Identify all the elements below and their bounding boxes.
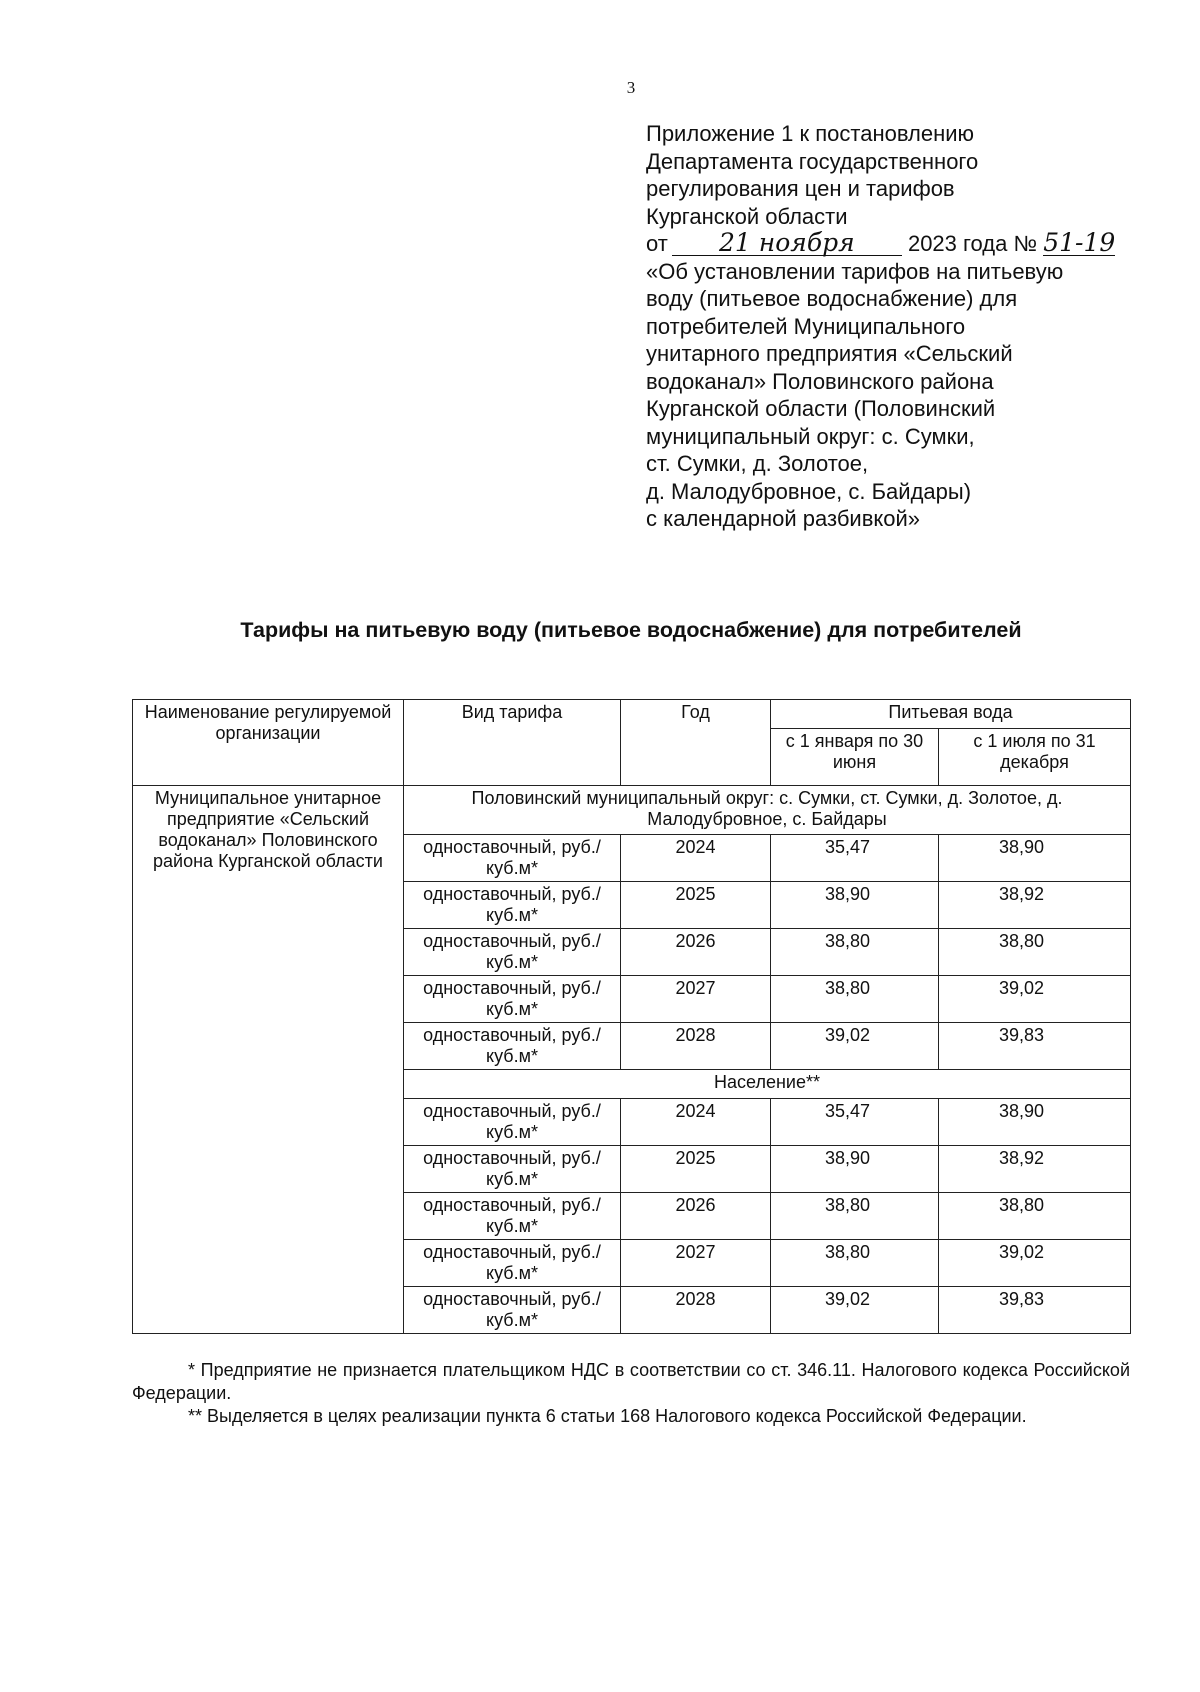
tariff-type-cell: одноставочный, руб./куб.м* <box>404 1146 621 1193</box>
tariff-type-cell: одноставочный, руб./куб.м* <box>404 976 621 1023</box>
appendix-line: воду (питьевое водоснабжение) для <box>646 286 1018 311</box>
half2-value: 38,92 <box>939 882 1131 929</box>
organization-name: Муниципальное унитарное предприятие «Сельский водоканал» Половинского района Курганской области <box>133 786 404 1334</box>
handwritten-date: 21 ноября <box>672 231 902 256</box>
half1-value: 38,80 <box>771 976 939 1023</box>
appendix-line: ст. Сумки, д. Золотое, <box>646 451 869 476</box>
appendix-header <box>646 120 1166 533</box>
table-header-row <box>133 700 1131 729</box>
half2-value: 38,90 <box>939 1099 1131 1146</box>
half1-value: 39,02 <box>771 1287 939 1334</box>
year-cell: 2028 <box>621 1287 771 1334</box>
footnote-population: ** Выделяется в целях реализации пункта 6 статьи 168 Налогового кодекса Российской Федерации. <box>188 1406 1027 1426</box>
appendix-line: Курганской области <box>646 203 848 229</box>
handwritten-number: 51-19 <box>1043 228 1116 257</box>
half2-value: 38,80 <box>939 1193 1131 1240</box>
tariff-type-cell: одноставочный, руб./куб.м* <box>404 1099 621 1146</box>
section-title: Население** <box>404 1070 1131 1099</box>
header-period-1: с 1 января по 30 июня <box>771 729 939 786</box>
tariff-type-cell: одноставочный, руб./куб.м* <box>404 1193 621 1240</box>
year-cell: 2027 <box>621 976 771 1023</box>
header-year: Год <box>621 700 771 786</box>
half2-value: 38,80 <box>939 929 1131 976</box>
appendix-date-line <box>646 230 1166 258</box>
appendix-line: д. Малодубровное, с. Байдары) <box>646 478 972 504</box>
half1-value: 35,47 <box>771 835 939 882</box>
appendix-line: с календарной разбивкой» <box>646 506 921 531</box>
half2-value: 39,83 <box>939 1287 1131 1334</box>
tariff-type-cell: одноставочный, руб./куб.м* <box>404 882 621 929</box>
appendix-line: водоканал» Половинского района <box>646 368 994 394</box>
half1-value: 38,80 <box>771 1193 939 1240</box>
year-cell: 2026 <box>621 929 771 976</box>
half1-value: 39,02 <box>771 1023 939 1070</box>
half1-value: 38,80 <box>771 929 939 976</box>
half1-value: 35,47 <box>771 1099 939 1146</box>
half1-value: 38,80 <box>771 1240 939 1287</box>
year-cell: 2024 <box>621 835 771 882</box>
document-title: Тарифы на питьевую воду (питьевое водоснабжение) для потребителей <box>240 618 1022 642</box>
header-water: Питьевая вода <box>771 700 1131 729</box>
year-text: 2023 года № <box>907 231 1038 256</box>
half1-value: 38,90 <box>771 882 939 929</box>
appendix-line: Приложение 1 к постановлению <box>646 121 975 146</box>
half2-value: 39,02 <box>939 976 1131 1023</box>
appendix-line: муниципальный округ: с. Сумки, <box>646 423 975 449</box>
half1-value: 38,90 <box>771 1146 939 1193</box>
tariff-type-cell: одноставочный, руб./куб.м* <box>404 1240 621 1287</box>
appendix-line: регулирования цен и тарифов <box>646 176 955 201</box>
year-cell: 2026 <box>621 1193 771 1240</box>
year-cell: 2025 <box>621 1146 771 1193</box>
half2-value: 39,02 <box>939 1240 1131 1287</box>
half2-value: 39,83 <box>939 1023 1131 1070</box>
section-title-row <box>133 786 1131 835</box>
appendix-line: Курганской области (Половинский <box>646 396 996 421</box>
header-tariff-type: Вид тарифа <box>404 700 621 786</box>
header-period-2: с 1 июля по 31 декабря <box>939 729 1131 786</box>
tariff-type-cell: одноставочный, руб./куб.м* <box>404 835 621 882</box>
appendix-line: унитарного предприятия «Сельский <box>646 341 1013 366</box>
year-cell: 2025 <box>621 882 771 929</box>
date-prefix: от <box>646 231 668 256</box>
year-cell: 2024 <box>621 1099 771 1146</box>
page-number: 3 <box>626 78 636 97</box>
half2-value: 38,90 <box>939 835 1131 882</box>
year-cell: 2027 <box>621 1240 771 1287</box>
tariff-type-cell: одноставочный, руб./куб.м* <box>404 1287 621 1334</box>
tariff-type-cell: одноставочный, руб./куб.м* <box>404 1023 621 1070</box>
year-cell: 2028 <box>621 1023 771 1070</box>
tariffs-table <box>132 699 1131 1334</box>
appendix-line: Департамента государственного <box>646 148 979 174</box>
footnotes <box>132 1359 1130 1428</box>
half2-value: 38,92 <box>939 1146 1131 1193</box>
footnote-vat: * Предприятие не признается плательщиком НДС в соответствии со ст. 346.11. Налогового кодекса Российской Федерации. <box>132 1360 1130 1403</box>
header-org: Наименование регулируемой организации <box>133 700 404 786</box>
appendix-line: потребителей Муниципального <box>646 313 966 339</box>
appendix-line: «Об установлении тарифов на питьевую <box>646 258 1064 284</box>
tariff-type-cell: одноставочный, руб./куб.м* <box>404 929 621 976</box>
section-title: Половинский муниципальный округ: с. Сумки, ст. Сумки, д. Золотое, д. Малодубровное, с. Байдары <box>404 786 1131 835</box>
